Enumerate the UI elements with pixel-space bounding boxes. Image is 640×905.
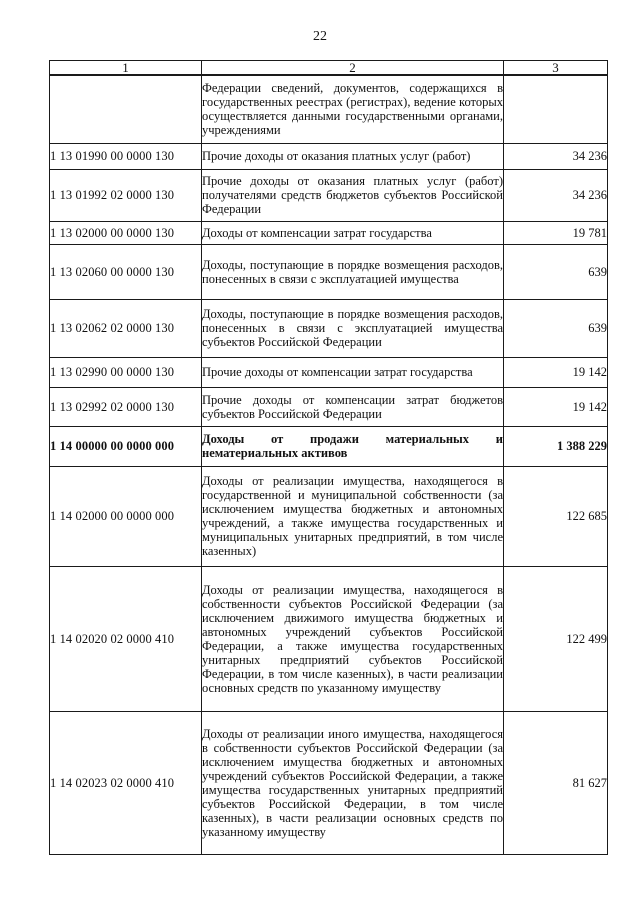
row-amount: 19 142: [504, 357, 608, 387]
table-row: [50, 566, 608, 711]
table-row: [50, 221, 608, 244]
row-amount: 639: [504, 299, 608, 357]
row-amount: 81 627: [504, 711, 608, 854]
row-code: 1 13 02990 00 0000 130: [50, 357, 202, 387]
row-description: Доходы от компенсации затрат государства: [202, 221, 504, 244]
row-code: 1 13 02062 02 0000 130: [50, 299, 202, 357]
row-code: 1 13 01990 00 0000 130: [50, 143, 202, 169]
row-description: Федерации сведений, документов, содержащихся в государственных реестрах (регистрах), ведение которых осуществляется данными государственными органами, учреждениями: [202, 75, 504, 143]
column-header-amount: 3: [504, 61, 608, 76]
row-description: Доходы, поступающие в порядке возмещения расходов, понесенных в связи с эксплуатацией имущества субъектов Российской Федерации: [202, 299, 504, 357]
table-row: [50, 244, 608, 299]
row-code: 1 14 00000 00 0000 000: [50, 426, 202, 466]
row-code: [50, 75, 202, 143]
revenue-table: [49, 60, 608, 855]
table-row: [50, 711, 608, 854]
row-code: 1 13 02992 02 0000 130: [50, 387, 202, 426]
row-description: Доходы, поступающие в порядке возмещения расходов, понесенных в связи с эксплуатацией имущества: [202, 244, 504, 299]
table-row: [50, 357, 608, 387]
row-description: Прочие доходы от оказания платных услуг (работ): [202, 143, 504, 169]
table-row: [50, 143, 608, 169]
column-header-description: 2: [202, 61, 504, 76]
column-header-code: 1: [50, 61, 202, 76]
row-description: Доходы от реализации иного имущества, находящегося в собственности субъектов Российской Федерации (за исключением имущества бюджетных и автономных учреждений субъектов Российской Федерации, а также имущества государственных унитарных предприятий субъектов Российской Федерации, в том числе казенных), в части реализации основных средств по указанному имуществу: [202, 711, 504, 854]
table-row: [50, 75, 608, 143]
table-row: [50, 387, 608, 426]
row-description: Прочие доходы от компенсации затрат государства: [202, 357, 504, 387]
row-amount: 34 236: [504, 169, 608, 221]
row-amount: 19 142: [504, 387, 608, 426]
row-code: 1 13 02000 00 0000 130: [50, 221, 202, 244]
row-amount: 122 685: [504, 466, 608, 566]
row-description: Прочие доходы от оказания платных услуг (работ) получателями средств бюджетов субъектов Российской Федерации: [202, 169, 504, 221]
row-description: Доходы от реализации имущества, находящегося в собственности субъектов Российской Федерации (за исключением движимого имущества бюджетных и автономных учреждений субъектов Российской Федерации, а также имущества государственных унитарных предприятий субъектов Российской Федерации, в том числе казенных), в части реализации основных средств по указанному имуществу: [202, 566, 504, 711]
row-code: 1 14 02000 00 0000 000: [50, 466, 202, 566]
row-description: Доходы от продажи материальных и нематериальных активов: [202, 426, 504, 466]
row-amount: 19 781: [504, 221, 608, 244]
table-row: [50, 299, 608, 357]
row-amount: 639: [504, 244, 608, 299]
row-amount: 122 499: [504, 566, 608, 711]
table-row: [50, 169, 608, 221]
row-amount: 34 236: [504, 143, 608, 169]
table-header-row: [50, 61, 608, 76]
page-number: 22: [313, 29, 327, 44]
row-code: 1 13 02060 00 0000 130: [50, 244, 202, 299]
row-description: Доходы от реализации имущества, находящегося в государственной и муниципальной собственности (за исключением имущества бюджетных и автономных учреждений, а также имущества государственных и муниципальных унитарных предприятий, в том числе казенных): [202, 466, 504, 566]
row-amount: 1 388 229: [504, 426, 608, 466]
table-row: [50, 466, 608, 566]
row-code: 1 13 01992 02 0000 130: [50, 169, 202, 221]
row-amount: [504, 75, 608, 143]
row-code: 1 14 02023 02 0000 410: [50, 711, 202, 854]
row-code: 1 14 02020 02 0000 410: [50, 566, 202, 711]
row-description: Прочие доходы от компенсации затрат бюджетов субъектов Российской Федерации: [202, 387, 504, 426]
table-row: [50, 426, 608, 466]
